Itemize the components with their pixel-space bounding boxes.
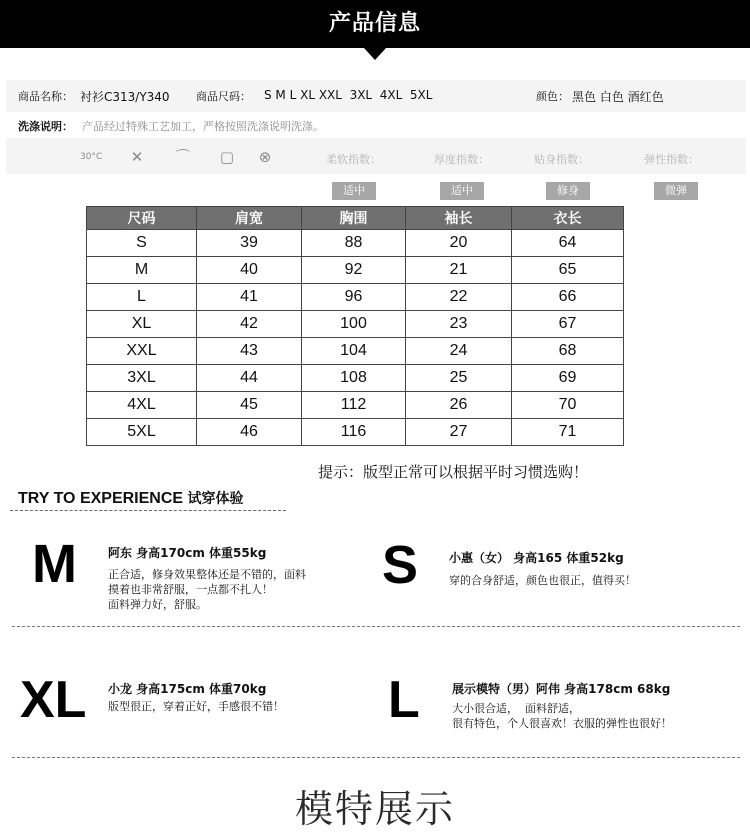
product-info-row: [6, 80, 746, 110]
try-section-title: [18, 488, 244, 508]
softness-label: 柔软指数：: [326, 153, 381, 166]
table-cell: 23: [406, 311, 512, 338]
product-size-value: S M L XL XXL 3XL 4XL 5XL: [264, 88, 433, 102]
table-cell: 108: [302, 365, 406, 392]
no-dryclean-icon: ⊗: [258, 148, 272, 166]
table-cell: 66: [512, 284, 624, 311]
wash-30-icon: 30°C: [80, 152, 103, 162]
review-line: 穿的合身舒适，颜色也很正，值得买！: [449, 574, 636, 587]
review-line: 摸着也非常舒服，一点都不扎人！: [108, 583, 273, 596]
product-name-value: 衬衫C313/Y340: [80, 90, 170, 104]
model-name: 阿东 身高170cm 体重55kg: [108, 546, 267, 560]
review-line: 很有特色，个人很喜欢！衣服的弹性也很好！: [452, 717, 672, 730]
wash-instructions-row: [6, 112, 746, 138]
model-name: 小龙 身高175cm 体重70kg: [108, 682, 267, 696]
size-table: [86, 206, 624, 446]
table-cell: 45: [197, 392, 302, 419]
fit-label: 贴身指数：: [534, 153, 589, 166]
table-cell: 69: [512, 365, 624, 392]
wash-value: 产品经过特殊工艺加工，严格按照洗涤说明洗涤。: [82, 120, 324, 133]
table-cell: M: [87, 257, 197, 284]
table-cell: 112: [302, 392, 406, 419]
table-cell: 70: [512, 392, 624, 419]
model-review: [108, 567, 348, 612]
review-line: 大小很合适， 面料舒适，: [452, 702, 580, 715]
table-cell: 46: [197, 419, 302, 446]
table-row: [87, 311, 624, 338]
table-cell: 39: [197, 230, 302, 257]
table-cell: 88: [302, 230, 406, 257]
table-cell: 21: [406, 257, 512, 284]
table-cell: 20: [406, 230, 512, 257]
table-cell: 26: [406, 392, 512, 419]
table-cell: 67: [512, 311, 624, 338]
table-cell: 40: [197, 257, 302, 284]
header-length: 衣长: [512, 207, 624, 230]
table-cell: 44: [197, 365, 302, 392]
elasticity-badge: 微弹: [654, 182, 698, 200]
model-review: [452, 701, 742, 731]
table-row: [87, 419, 624, 446]
table-cell: S: [87, 230, 197, 257]
tumble-dry-icon: ▢: [219, 148, 235, 166]
table-cell: 24: [406, 338, 512, 365]
table-cell: 96: [302, 284, 406, 311]
review-line: 面料弹力好，舒服。: [108, 598, 207, 611]
table-row: [87, 365, 624, 392]
table-cell: XL: [87, 311, 197, 338]
section-divider: [12, 626, 740, 627]
table-cell: 4XL: [87, 392, 197, 419]
table-cell: 104: [302, 338, 406, 365]
product-size-label: 商品尺码：: [196, 90, 251, 103]
table-cell: 43: [197, 338, 302, 365]
table-cell: 68: [512, 338, 624, 365]
header-shoulder: 肩宽: [197, 207, 302, 230]
softness-badge: 适中: [332, 182, 376, 200]
table-cell: 25: [406, 365, 512, 392]
table-cell: XXL: [87, 338, 197, 365]
table-cell: 100: [302, 311, 406, 338]
model-size-l: L: [388, 671, 420, 729]
header-sleeve: 袖长: [406, 207, 512, 230]
page-title: 产品信息: [328, 11, 421, 36]
table-cell: 3XL: [87, 365, 197, 392]
try-title-en: TRY TO EXPERIENCE: [18, 490, 184, 507]
product-color-value: 黑色 白色 酒红色: [572, 90, 664, 104]
section-divider: [10, 510, 286, 511]
review-line: 正合适，修身效果整体还是不错的，面料: [108, 568, 306, 581]
table-row: [87, 392, 624, 419]
model-review: [108, 699, 368, 714]
table-cell: 64: [512, 230, 624, 257]
table-cell: 22: [406, 284, 512, 311]
model-name: 小惠（女） 身高165 体重52kg: [449, 551, 624, 565]
thickness-badge: 适中: [440, 182, 484, 200]
index-badge-strip: [6, 174, 746, 202]
table-row: [87, 230, 624, 257]
header-notch: [364, 48, 386, 60]
table-cell: 116: [302, 419, 406, 446]
table-cell: 71: [512, 419, 624, 446]
product-name-label: 商品名称：: [18, 90, 73, 103]
table-cell: 5XL: [87, 419, 197, 446]
product-color-label: 颜色：: [536, 90, 569, 103]
header-size: 尺码: [87, 207, 197, 230]
section-divider: [12, 757, 740, 758]
elasticity-label: 弹性指数：: [644, 153, 699, 166]
table-row: [87, 284, 624, 311]
table-cell: 65: [512, 257, 624, 284]
model-size-m: M: [32, 534, 77, 594]
table-cell: 92: [302, 257, 406, 284]
iron-icon: ⌒: [175, 148, 191, 166]
header-chest: 胸围: [302, 207, 406, 230]
thickness-label: 厚度指数：: [434, 153, 489, 166]
review-line: 版型很正，穿着正好，手感很不错！: [108, 700, 284, 713]
model-size-xl: XL: [20, 671, 87, 729]
wash-label: 洗涤说明：: [18, 120, 73, 133]
table-row: [87, 257, 624, 284]
no-bleach-icon: ✕: [130, 148, 144, 166]
model-review: [449, 573, 729, 588]
table-cell: 27: [406, 419, 512, 446]
table-cell: 42: [197, 311, 302, 338]
size-hint: 提示：版型正常可以根据平时习惯选购！: [318, 463, 589, 481]
model-size-s: S: [382, 535, 419, 595]
table-header-row: [87, 207, 624, 230]
fit-badge: 修身: [546, 182, 590, 200]
try-title-cn: 试穿体验: [187, 491, 244, 507]
table-row: [87, 338, 624, 365]
table-cell: L: [87, 284, 197, 311]
model-showcase-title: 模特展示: [294, 787, 455, 831]
model-name: 展示模特（男）阿伟 身高178cm 68kg: [452, 682, 671, 696]
table-cell: 41: [197, 284, 302, 311]
